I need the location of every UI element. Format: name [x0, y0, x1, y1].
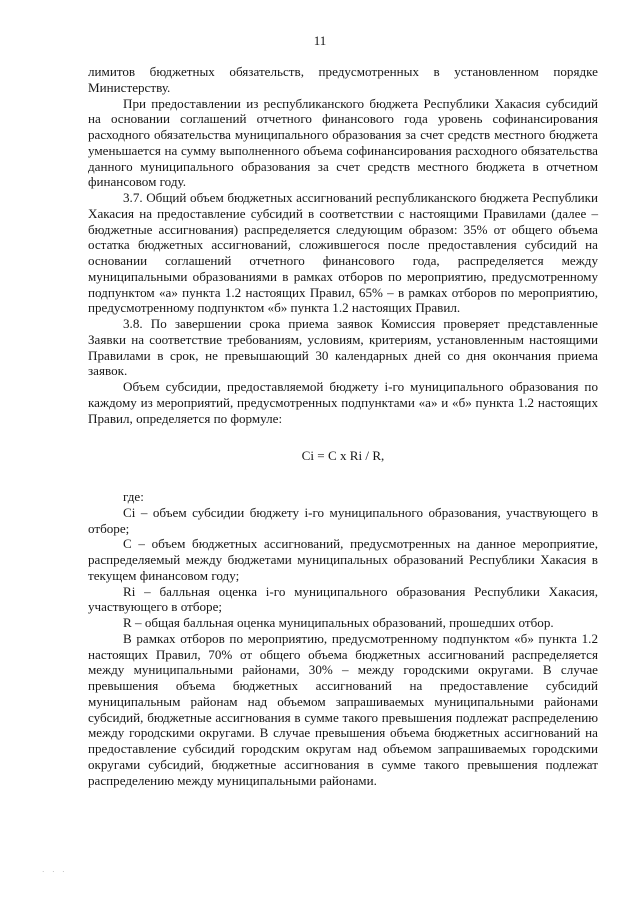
paragraph-3-8: 3.8. По завершении срока приема заявок Комиссия проверяет представленные Заявки на соответствие требованиям, условиям, критериям, установленным настоящими Правилами в срок, не превышающий 30 календарных дней со дня окончания приема заявок. — [88, 316, 598, 379]
paragraph-subsidy-volume: Объем субсидии, предоставляемой бюджету i-го муниципального образования по каждому из мероприятий, предусмотренных подпунктами «а» и «б» пункта 1.2 настоящих Правил, определяется по формуле: — [88, 379, 598, 426]
paragraph-continuation: лимитов бюджетных обязательств, предусмотренных в установленном порядке Министерству. — [88, 64, 598, 95]
definition-ri: Ri – балльная оценка i-го муниципального образования Республики Хакасия, участвующего в отборе; — [88, 583, 598, 615]
paragraph-cofinancing: При предоставлении из республиканского бюджета Республики Хакасия субсидий на основании соглашений отчетного финансового года уровень софинансирования расходного обязательства муниципального образования за счет средств местного бюджета уменьшается на сумму выполненного объема софинансирования расходного обязательства данного муниципального образования за счет средств местного бюджета в отчетном финансовом году. — [88, 95, 598, 190]
paragraph-distribution: В рамках отборов по мероприятию, предусмотренному подпунктом «б» пункта 1.2 настоящих Правил, 70% от общего объема бюджетных ассигнований распределяется между муниципальными районами, 30% – между городскими округами. В случае превышения объема бюджетных ассигнований на предоставление субсидий муниципальным районам над объемом запрашиваемых муниципальными районами субсидий, бюджетные ассигнования в сумме такого превышения подлежат распределению между городскими округами. В случае превышения объема бюджетных ассигнований на предоставление субсидий городским округам над объемом запрашиваемых городскими округами субсидий, бюджетные ассигнования в сумме такого превышения подлежат распределению между муниципальными районами. — [88, 630, 598, 788]
page-number: 11 — [313, 33, 327, 48]
document-body — [88, 64, 598, 788]
scan-mark: · · · — [42, 868, 68, 876]
definition-where: где: — [123, 489, 144, 504]
subsidy-formula: Ci = C x Ri / R, — [301, 448, 385, 464]
definition-r: R – общая балльная оценка муниципальных образований, прошедших отбор. — [123, 615, 554, 630]
definition-c: C – объем бюджетных ассигнований, предусмотренных на данное мероприятие, распределяемый между бюджетами муниципальных образований Республики Хакасия в текущем финансовом году; — [88, 536, 598, 583]
paragraph-3-7: 3.7. Общий объем бюджетных ассигнований республиканского бюджета Республики Хакасия на предоставление субсидий в соответствии с настоящими Правилами (далее – бюджетные ассигнования) распределяется следующим образом: 35% от общего объема остатка бюджетных ассигнований, сложившегося после предоставления субсидий на основании соглашений отчетного финансового года, распределяется между муниципальными образованиями в рамках отборов по мероприятию, предусмотренному подпунктом «а» пункта 1.2 настоящих Правил, 65% – в рамках отборов по мероприятию, предусмотренному подпунктом «б» пункта 1.2 настоящих Правил. — [88, 190, 598, 316]
definition-ci: Ci – объем субсидии бюджету i-го муниципального образования, участвующего в отборе; — [88, 504, 598, 536]
